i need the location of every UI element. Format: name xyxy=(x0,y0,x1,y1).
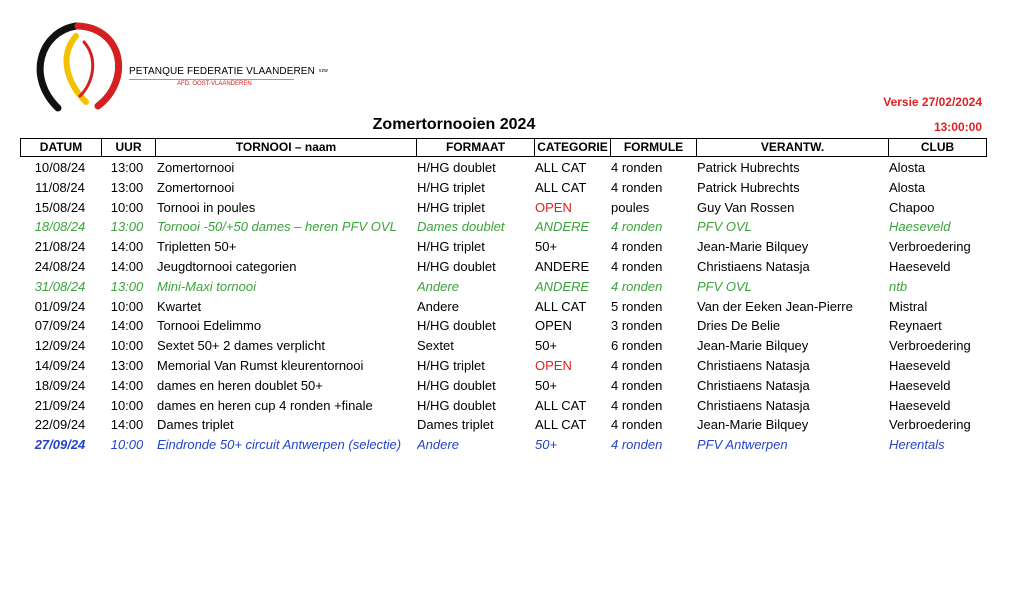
header-formule: FORMULE xyxy=(610,139,696,156)
cell-formula: 4 ronden xyxy=(611,239,663,255)
cell-format: H/HG doublet xyxy=(417,258,496,274)
tournament-table xyxy=(20,158,987,455)
cell-club: Reynaert xyxy=(889,318,942,334)
org-subdivision: AFD. OOST-VLAANDEREN xyxy=(177,81,252,87)
cell-formula: 4 ronden xyxy=(611,278,663,294)
table-row xyxy=(20,435,987,455)
cell-format: H/HG doublet xyxy=(417,397,496,413)
cell-category: ALL CAT xyxy=(535,179,587,195)
cell-category: OPEN xyxy=(535,199,572,215)
cell-formula: 4 ronden xyxy=(611,258,663,274)
cell-formula: 5 ronden xyxy=(611,298,663,314)
cell-club: Alosta xyxy=(889,160,926,175)
header-uur: UUR xyxy=(101,139,155,156)
time-label: 13:00:00 xyxy=(933,120,982,134)
cell-date: 07/09/24 xyxy=(34,318,86,334)
table-row xyxy=(20,237,987,257)
cell-time: 13:00 xyxy=(110,160,144,175)
cell-name: Kwartet xyxy=(157,298,202,314)
cell-time: 14:00 xyxy=(110,239,144,255)
version-label: Versie 27/02/2024 xyxy=(883,95,982,109)
cell-responsible: PFV OVL xyxy=(697,278,752,294)
cell-date: 14/09/24 xyxy=(34,357,86,373)
cell-category: ALL CAT xyxy=(535,160,587,175)
cell-date: 10/08/24 xyxy=(34,160,86,175)
cell-time: 10:00 xyxy=(110,338,144,354)
table-row xyxy=(20,376,987,396)
cell-responsible: Dries De Belie xyxy=(697,318,781,334)
cell-date: 24/08/24 xyxy=(34,258,86,274)
cell-name: Memorial Van Rumst kleurentornooi xyxy=(157,357,364,373)
cell-time: 14:00 xyxy=(110,417,144,433)
org-divider xyxy=(129,79,294,80)
cell-date: 21/08/24 xyxy=(34,239,86,255)
cell-responsible: PFV Antwerpen xyxy=(697,437,788,453)
header-tornooi: TORNOOI – naam xyxy=(155,139,416,156)
cell-time: 13:00 xyxy=(110,179,144,195)
cell-responsible: Guy Van Rossen xyxy=(697,199,795,215)
cell-name: Zomertornooi xyxy=(157,160,235,175)
cell-date: 31/08/24 xyxy=(34,278,86,294)
cell-format: H/HG doublet xyxy=(417,377,496,393)
cell-responsible: Jean-Marie Bilquey xyxy=(697,239,809,255)
cell-responsible: Christiaens Natasja xyxy=(697,377,810,393)
cell-date: 21/09/24 xyxy=(34,397,86,413)
cell-formula: 4 ronden xyxy=(611,417,663,433)
logo-red-stroke xyxy=(78,26,119,106)
table-row xyxy=(20,277,987,297)
cell-formula: 4 ronden xyxy=(611,179,663,195)
cell-responsible: PFV OVL xyxy=(697,219,752,235)
cell-format: Andere xyxy=(417,298,459,314)
table-row xyxy=(20,336,987,356)
cell-category: 50+ xyxy=(535,377,558,393)
cell-category: 50+ xyxy=(535,239,558,255)
org-name: PETANQUE FEDERATIE VLAANDEREN vzw xyxy=(129,66,328,77)
cell-formula: 4 ronden xyxy=(611,160,663,175)
cell-date: 18/09/24 xyxy=(34,377,86,393)
page-title: Zomertornooien 2024 xyxy=(372,116,536,133)
org-vzw: vzw xyxy=(318,68,328,75)
cell-name: Eindronde 50+ circuit Antwerpen (selectie) xyxy=(157,437,402,453)
cell-formula: 4 ronden xyxy=(611,219,663,235)
table-row xyxy=(20,316,987,336)
cell-club: Verbroedering xyxy=(889,338,971,354)
cell-responsible: Jean-Marie Bilquey xyxy=(697,417,809,433)
cell-category: OPEN xyxy=(535,318,572,334)
cell-time: 14:00 xyxy=(110,318,144,334)
cell-name: dames en heren doublet 50+ xyxy=(157,377,323,393)
cell-format: H/HG doublet xyxy=(417,160,496,175)
cell-time: 13:00 xyxy=(110,278,144,294)
cell-formula: 4 ronden xyxy=(611,437,663,453)
cell-responsible: Christiaens Natasja xyxy=(697,357,810,373)
cell-category: ANDERE xyxy=(535,278,590,294)
cell-club: Haeseveld xyxy=(889,397,951,413)
header-datum: DATUM xyxy=(39,140,83,154)
cell-time: 13:00 xyxy=(110,219,144,235)
cell-name: Tornooi Edelimmo xyxy=(157,318,262,334)
cell-responsible: Christiaens Natasja xyxy=(697,397,810,413)
header-categorie: CATEGORIE xyxy=(534,139,610,156)
cell-format: H/HG triplet xyxy=(417,357,485,373)
header-verantw: VERANTW. xyxy=(696,139,888,156)
cell-name: Dames triplet xyxy=(157,417,234,433)
federation-logo xyxy=(28,22,138,114)
cell-format: Andere xyxy=(417,437,459,453)
cell-category: ANDERE xyxy=(535,219,590,235)
cell-date: 11/08/24 xyxy=(35,179,85,195)
cell-club: Verbroedering xyxy=(889,239,971,255)
cell-name: Tornooi -50/+50 dames – heren PFV OVL xyxy=(157,219,397,235)
table-row xyxy=(20,356,987,376)
cell-club: Haeseveld xyxy=(889,357,951,373)
cell-date: 12/09/24 xyxy=(34,338,86,354)
cell-category: ALL CAT xyxy=(535,298,587,314)
cell-club: Herentals xyxy=(889,437,945,453)
cell-name: Tornooi in poules xyxy=(157,199,256,215)
cell-format: H/HG doublet xyxy=(417,318,496,334)
cell-format: Dames doublet xyxy=(417,219,505,235)
cell-responsible: Patrick Hubrechts xyxy=(697,179,800,195)
cell-time: 10:00 xyxy=(110,397,144,413)
cell-date: 15/08/24 xyxy=(34,199,86,215)
table-row xyxy=(20,297,987,317)
cell-format: Andere xyxy=(417,278,459,294)
header-club: CLUB xyxy=(888,139,986,156)
cell-category: ANDERE xyxy=(535,258,590,274)
cell-time: 10:00 xyxy=(110,199,144,215)
cell-format: H/HG triplet xyxy=(417,179,485,195)
logo-red-inner xyxy=(80,42,93,96)
cell-name: Mini-Maxi tornooi xyxy=(157,278,256,294)
cell-responsible: Patrick Hubrechts xyxy=(697,160,800,175)
cell-responsible: Van der Eeken Jean-Pierre xyxy=(697,298,853,314)
cell-name: Tripletten 50+ xyxy=(157,239,237,255)
cell-category: OPEN xyxy=(535,357,572,373)
cell-formula: 4 ronden xyxy=(611,377,663,393)
table-row xyxy=(20,257,987,277)
cell-name: Jeugdtornooi categorien xyxy=(157,258,297,274)
cell-club: Haeseveld xyxy=(889,258,951,274)
table-row xyxy=(20,396,987,416)
cell-time: 13:00 xyxy=(110,357,144,373)
cell-responsible: Christiaens Natasja xyxy=(697,258,810,274)
cell-format: H/HG triplet xyxy=(417,239,485,255)
cell-club: Mistral xyxy=(889,298,928,314)
cell-date: 27/09/24 xyxy=(34,437,86,453)
cell-formula: 4 ronden xyxy=(611,397,663,413)
cell-time: 14:00 xyxy=(110,258,144,274)
cell-format: H/HG triplet xyxy=(417,199,485,215)
cell-category: ALL CAT xyxy=(535,417,587,433)
cell-category: 50+ xyxy=(535,338,558,354)
cell-club: Verbroedering xyxy=(889,417,971,433)
cell-club: Haeseveld xyxy=(889,377,951,393)
table-row xyxy=(20,158,987,178)
cell-category: 50+ xyxy=(535,437,558,453)
header-formaat: FORMAAT xyxy=(416,139,534,156)
cell-category: ALL CAT xyxy=(535,397,587,413)
cell-formula: 4 ronden xyxy=(611,357,663,373)
cell-format: Sextet xyxy=(417,338,454,354)
cell-time: 10:00 xyxy=(110,437,144,453)
cell-club: Chapoo xyxy=(889,199,935,215)
table-row xyxy=(20,415,987,435)
table-row xyxy=(20,178,987,198)
cell-date: 01/09/24 xyxy=(34,298,86,314)
cell-date: 18/08/24 xyxy=(34,219,86,235)
cell-club: Alosta xyxy=(889,179,926,195)
cell-formula: 6 ronden xyxy=(611,338,663,354)
cell-name: Zomertornooi xyxy=(157,179,235,195)
cell-date: 22/09/24 xyxy=(34,417,86,433)
table-header xyxy=(20,138,987,157)
cell-formula: 3 ronden xyxy=(611,318,663,334)
cell-responsible: Jean-Marie Bilquey xyxy=(697,338,809,354)
cell-formula: poules xyxy=(611,199,650,215)
cell-format: Dames triplet xyxy=(417,417,494,433)
cell-name: dames en heren cup 4 ronden +finale xyxy=(157,397,373,413)
table-row xyxy=(20,217,987,237)
table-row xyxy=(20,198,987,218)
cell-time: 10:00 xyxy=(110,298,144,314)
cell-club: Haeseveld xyxy=(889,219,951,235)
cell-time: 14:00 xyxy=(110,377,144,393)
cell-club: ntb xyxy=(889,278,908,294)
cell-name: Sextet 50+ 2 dames verplicht xyxy=(157,338,326,354)
